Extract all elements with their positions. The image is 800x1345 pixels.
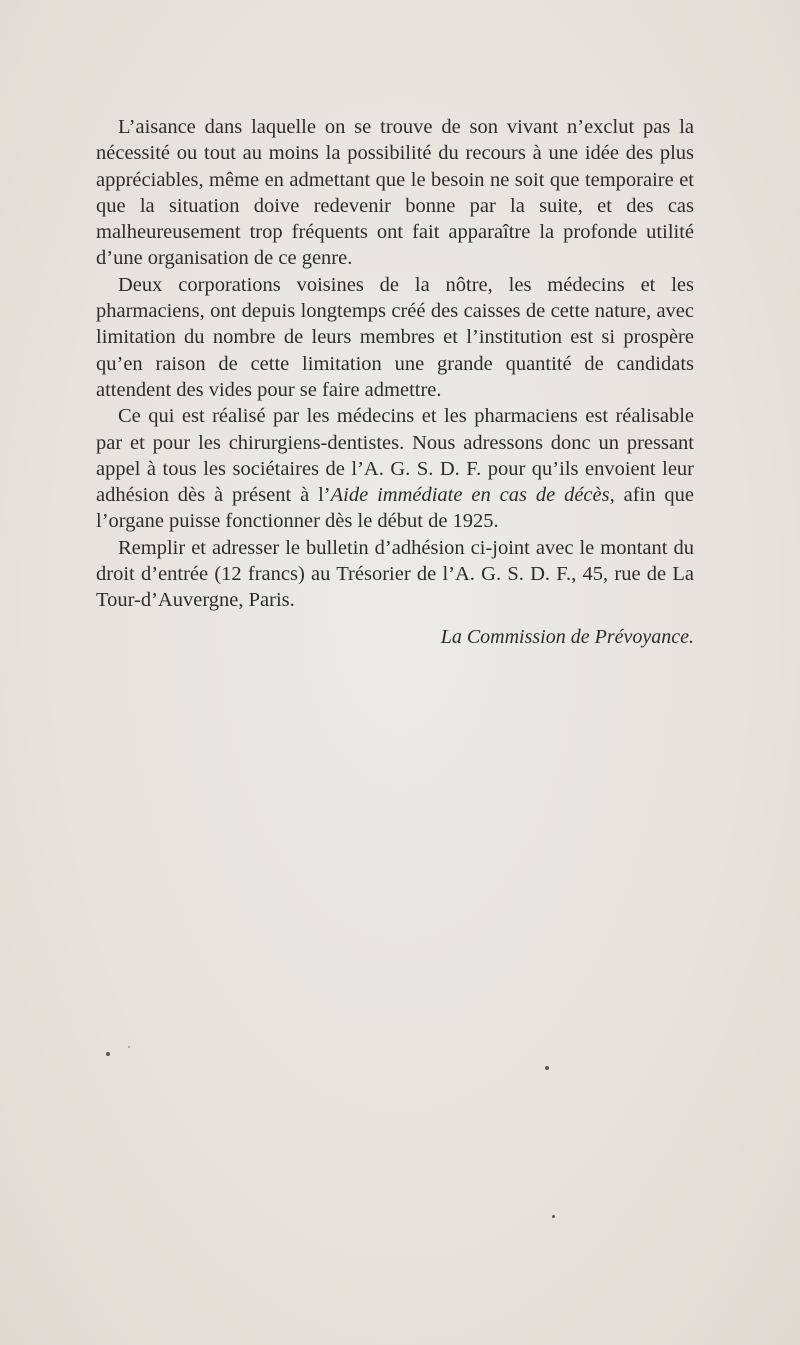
paragraph-appel	[96, 403, 694, 534]
paragraph-corporations: Deux corporations voisines de la nôtre, les médecins et les pharmaciens, ont depuis longtemps créé des caisses de cette nature, avec limitation du nombre de leurs membres et l’institution est si prospère qu’en raison de cette limitation une grande quantité de candidats attendent des vides pour se faire admettre.	[96, 273, 694, 401]
paper-speck	[552, 1215, 555, 1218]
appeal-text: Ce qui est réalisé par les médecins et les pharmaciens est réalisable par et pour les chirurgiens-dentistes. Nous adressons donc un pressant appel à tous les sociétaires de l’A. G. S. D. F. pour qu’ils envoient leur adhésion dès à présent à l’	[96, 405, 694, 507]
document-body	[96, 114, 694, 650]
paper-speck	[106, 1052, 110, 1056]
paragraph-aisance: L’aisance dans laquelle on se trouve de son vivant n’exclut pas la nécessité ou tout au moins la possibilité du recours à une idée des plus appréciables, même en admettant que le besoin ne soit que temporaire et que la situation doive redevenir bonne par la suite, et des cas malheureusement trop fréquents ont fait apparaître la profonde utilité d’une organisation de ce genre.	[96, 116, 694, 270]
paper-speck	[128, 1046, 130, 1048]
signature: La Commission de Prévoyance.	[440, 625, 694, 648]
appeal-emphasis: Aide immédiate en cas de décès	[330, 484, 610, 507]
paragraph-remplir: Remplir et adresser le bulletin d’adhésion ci-joint avec le montant du droit d’entrée (12 francs) au Trésorier de l’A. G. S. D. F., 45, rue de La Tour-d’Auvergne, Paris.	[96, 536, 694, 612]
paper-speck	[545, 1066, 549, 1070]
appeal-text-end: , afin que l’organe puisse fonctionner dès le début de 1925.	[96, 484, 694, 533]
